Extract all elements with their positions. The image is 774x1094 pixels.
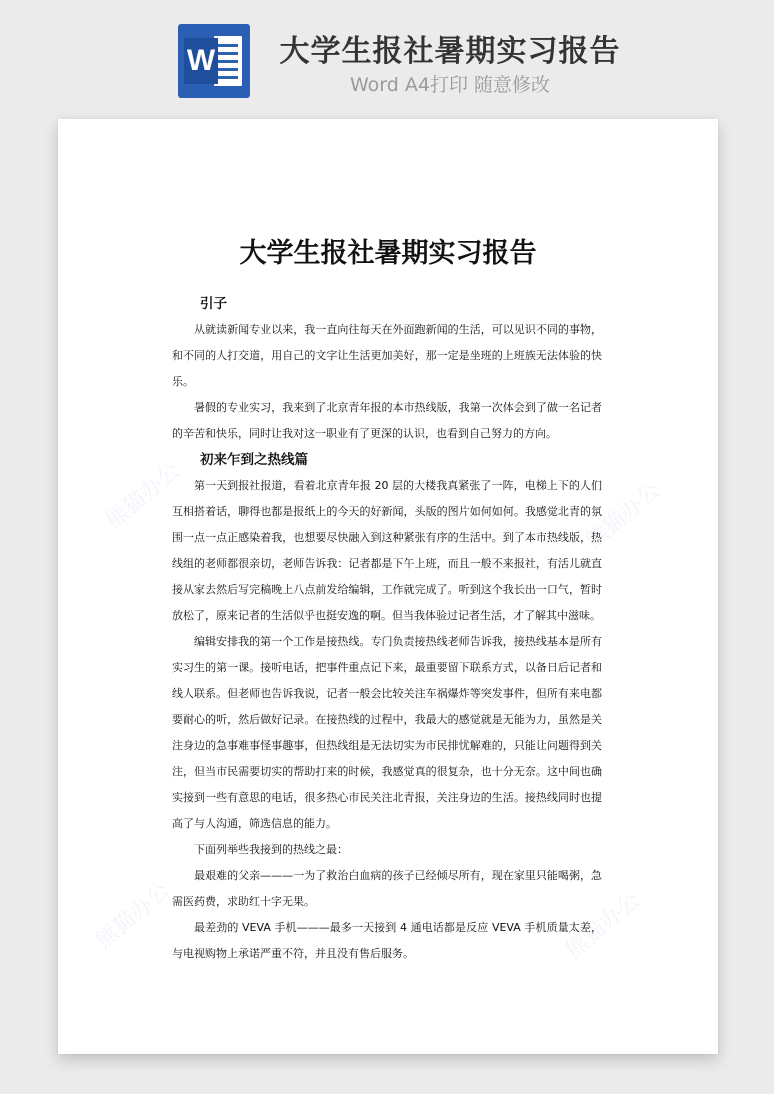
paragraph: 从就读新闻专业以来，我一直向往每天在外面跑新闻的生活，可以见识不同的事物，和不同的人打交道，用自己的文字让生活更加美好，那一定是坐班的上班族无法体验的快乐。 <box>172 323 602 388</box>
paragraph: 第一天到报社报道，看着北京青年报 20 层的大楼我真紧张了一阵，电梯上下的人们互相搭着话，聊得也都是报纸上的今天的好新闻，头版的图片如何如何。我感觉北青的氛围一点一点正感染着我，也想要尽快融入到这种紧张有序的生活中。到了本市热线版，热线组的老师都很亲切，老师告诉我：记者都是下午上班，而且一般不来报社，有活儿就直接从家去然后写完稿晚上八点前发给编辑，工作就完成了。听到这个我长出一口气，暂时放松了，原来记者的生活似乎也挺安逸的啊。但当我体验过记者生活，才了解其中滋味。 <box>172 479 602 622</box>
watermark: 熊猫办公 <box>101 458 186 534</box>
word-app-icon <box>178 24 250 98</box>
section-heading: 引子 <box>200 296 227 312</box>
page-header <box>0 0 774 118</box>
document-title: 大学生报社暑期实习报告 <box>239 238 537 269</box>
section-heading: 初来乍到之热线篇 <box>200 452 308 468</box>
watermark: 熊猫办公 <box>91 878 176 954</box>
watermark: 熊猫办公 <box>561 888 646 964</box>
word-icon-sheet <box>214 36 242 86</box>
header-subtitle: Word A4打印 随意修改 <box>349 74 550 96</box>
paragraph: 下面列举些我接到的热线之最： <box>194 843 348 856</box>
paragraph: 最差劲的 VEVA 手机———最多一天接到 4 通电话都是反应 VEVA 手机质量太差，与电视购物上承诺严重不符，并且没有售后服务。 <box>172 921 602 960</box>
document-body <box>172 291 602 967</box>
document-page <box>58 119 718 1054</box>
header-title: 大学生报社暑期实习报告 <box>279 34 621 69</box>
paragraph: 最艰难的父亲———一为了救治白血病的孩子已经倾尽所有，现在家里只能喝粥，急需医药费，求助红十字无果。 <box>172 869 602 908</box>
watermark: 熊猫办公 <box>581 478 666 554</box>
word-icon-letter: W <box>184 38 218 84</box>
paragraph: 编辑安排我的第一个工作是接热线。专门负责接热线老师告诉我，接热线基本是所有实习生的第一课。接听电话，把事件重点记下来，最重要留下联系方式，以备日后记者和线人联系。但老师也告诉我说，记者一般会比较关注车祸爆炸等突发事件，但所有来电都要耐心的听，然后做好记录。在接热线的过程中，我最大的感觉就是无能为力，虽然是关注身边的急事难事怪事趣事，但热线组是无法切实为市民排忧解难的，只能让问题得到关注，但当市民需要切实的帮助打来的时候，我感觉真的很复杂，也十分无奈。这中间也确实接到一些有意思的电话，很多热心市民关注北青报，关注身边的生活。接热线同时也提高了与人沟通，筛选信息的能力。 <box>172 635 602 830</box>
paragraph: 暑假的专业实习，我来到了北京青年报的本市热线版，我第一次体会到了做一名记者的辛苦和快乐，同时让我对这一职业有了更深的认识，也看到自己努力的方向。 <box>172 401 602 440</box>
